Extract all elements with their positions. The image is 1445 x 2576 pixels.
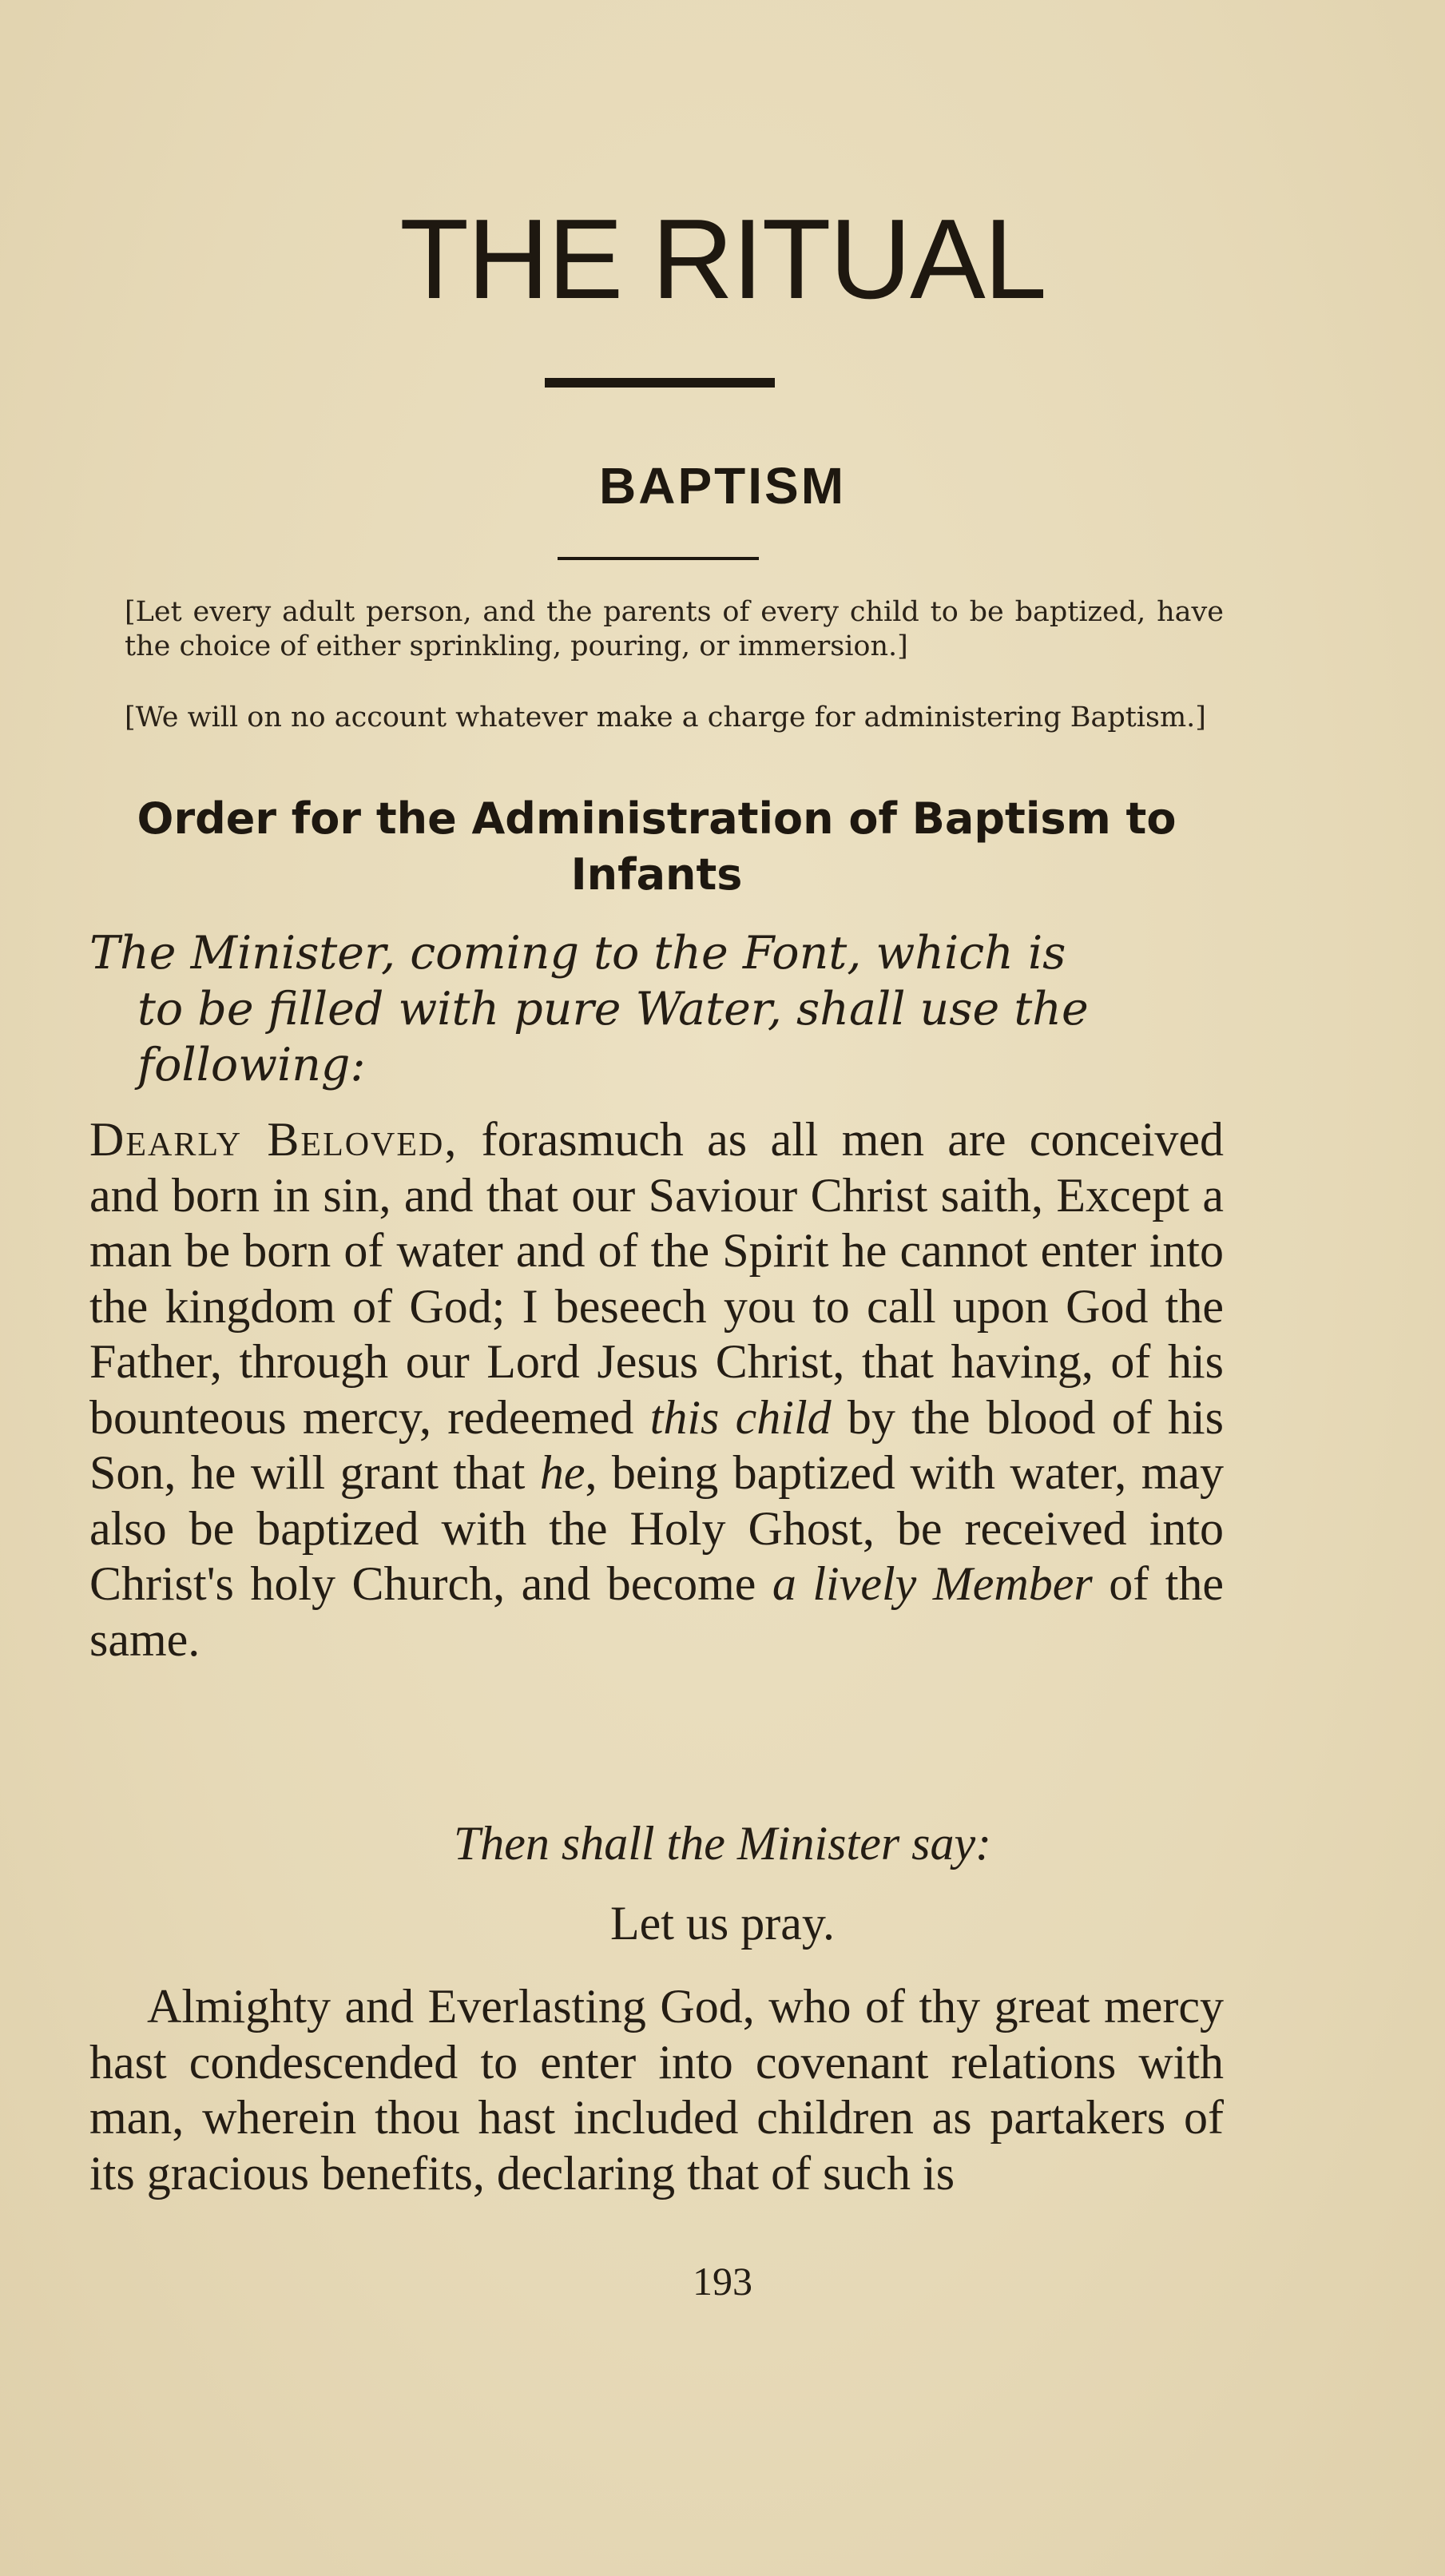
exhortation-italic: this child bbox=[649, 1390, 832, 1444]
chapter-title: THE RITUAL bbox=[399, 196, 1046, 323]
rubric-direction: Then shall the Minister say: bbox=[453, 1817, 992, 1870]
instruction-line: following: bbox=[137, 1039, 366, 1091]
exhortation-italic: he bbox=[539, 1446, 586, 1499]
section-heading: BAPTISM bbox=[599, 457, 846, 515]
order-heading: Order for the Administration of Baptism to Infants bbox=[137, 793, 1177, 900]
exhortation-text: by the blood of his Son, he will grant that bbox=[89, 1390, 1225, 1499]
rubric-note-charge bbox=[89, 701, 1224, 735]
exhortation-text: of the same. bbox=[89, 1557, 1225, 1666]
minister-instruction bbox=[89, 925, 1224, 1093]
exhortation-italic: a lively Member bbox=[772, 1557, 1093, 1610]
rubric-text: [Let every adult person, and the parents of every child to be baptized, have the choice of either sprinkling, pouring, or immersion.] bbox=[125, 596, 1224, 662]
instruction-line: to be filled with pure Water, shall use the bbox=[137, 983, 1089, 1036]
rubric-note-sprinkling bbox=[89, 595, 1224, 664]
prayer-paragraph: Almighty and Everlasting God, who of thy great mercy hast condescended to enter into covenant relations with man, wherein thou hast included children as partakers of its gracious benefits, declaring that of such is bbox=[89, 1980, 1224, 2200]
title-divider bbox=[545, 378, 775, 388]
exhortation-text: forasmuch as all men are conceived and born in sin, and that our Saviour Christ saith, Except a man be born of water and of the Spirit he cannot enter into the kingdom of God; I beseech you to call upon God the Father, through our Lord Jesus Christ, that having, of his bounteous mercy, redeemed bbox=[89, 1113, 1224, 1444]
exhortation-opening: Dearly Beloved, bbox=[89, 1113, 459, 1166]
bidding: Let us pray. bbox=[609, 1897, 835, 1950]
rubric-text: [We will on no account whatever make a charge for administering Baptism.] bbox=[125, 702, 1206, 733]
exhortation-text: , being baptized with water, may also be baptized with the Holy Ghost, be received into Christ's holy Church, and become bbox=[89, 1446, 1225, 1610]
instruction-line: The Minister, coming to the Font, which is bbox=[89, 927, 1066, 980]
page-number: 193 bbox=[693, 2259, 752, 2304]
section-divider bbox=[558, 557, 759, 560]
exhortation-paragraph bbox=[89, 1112, 1224, 1668]
